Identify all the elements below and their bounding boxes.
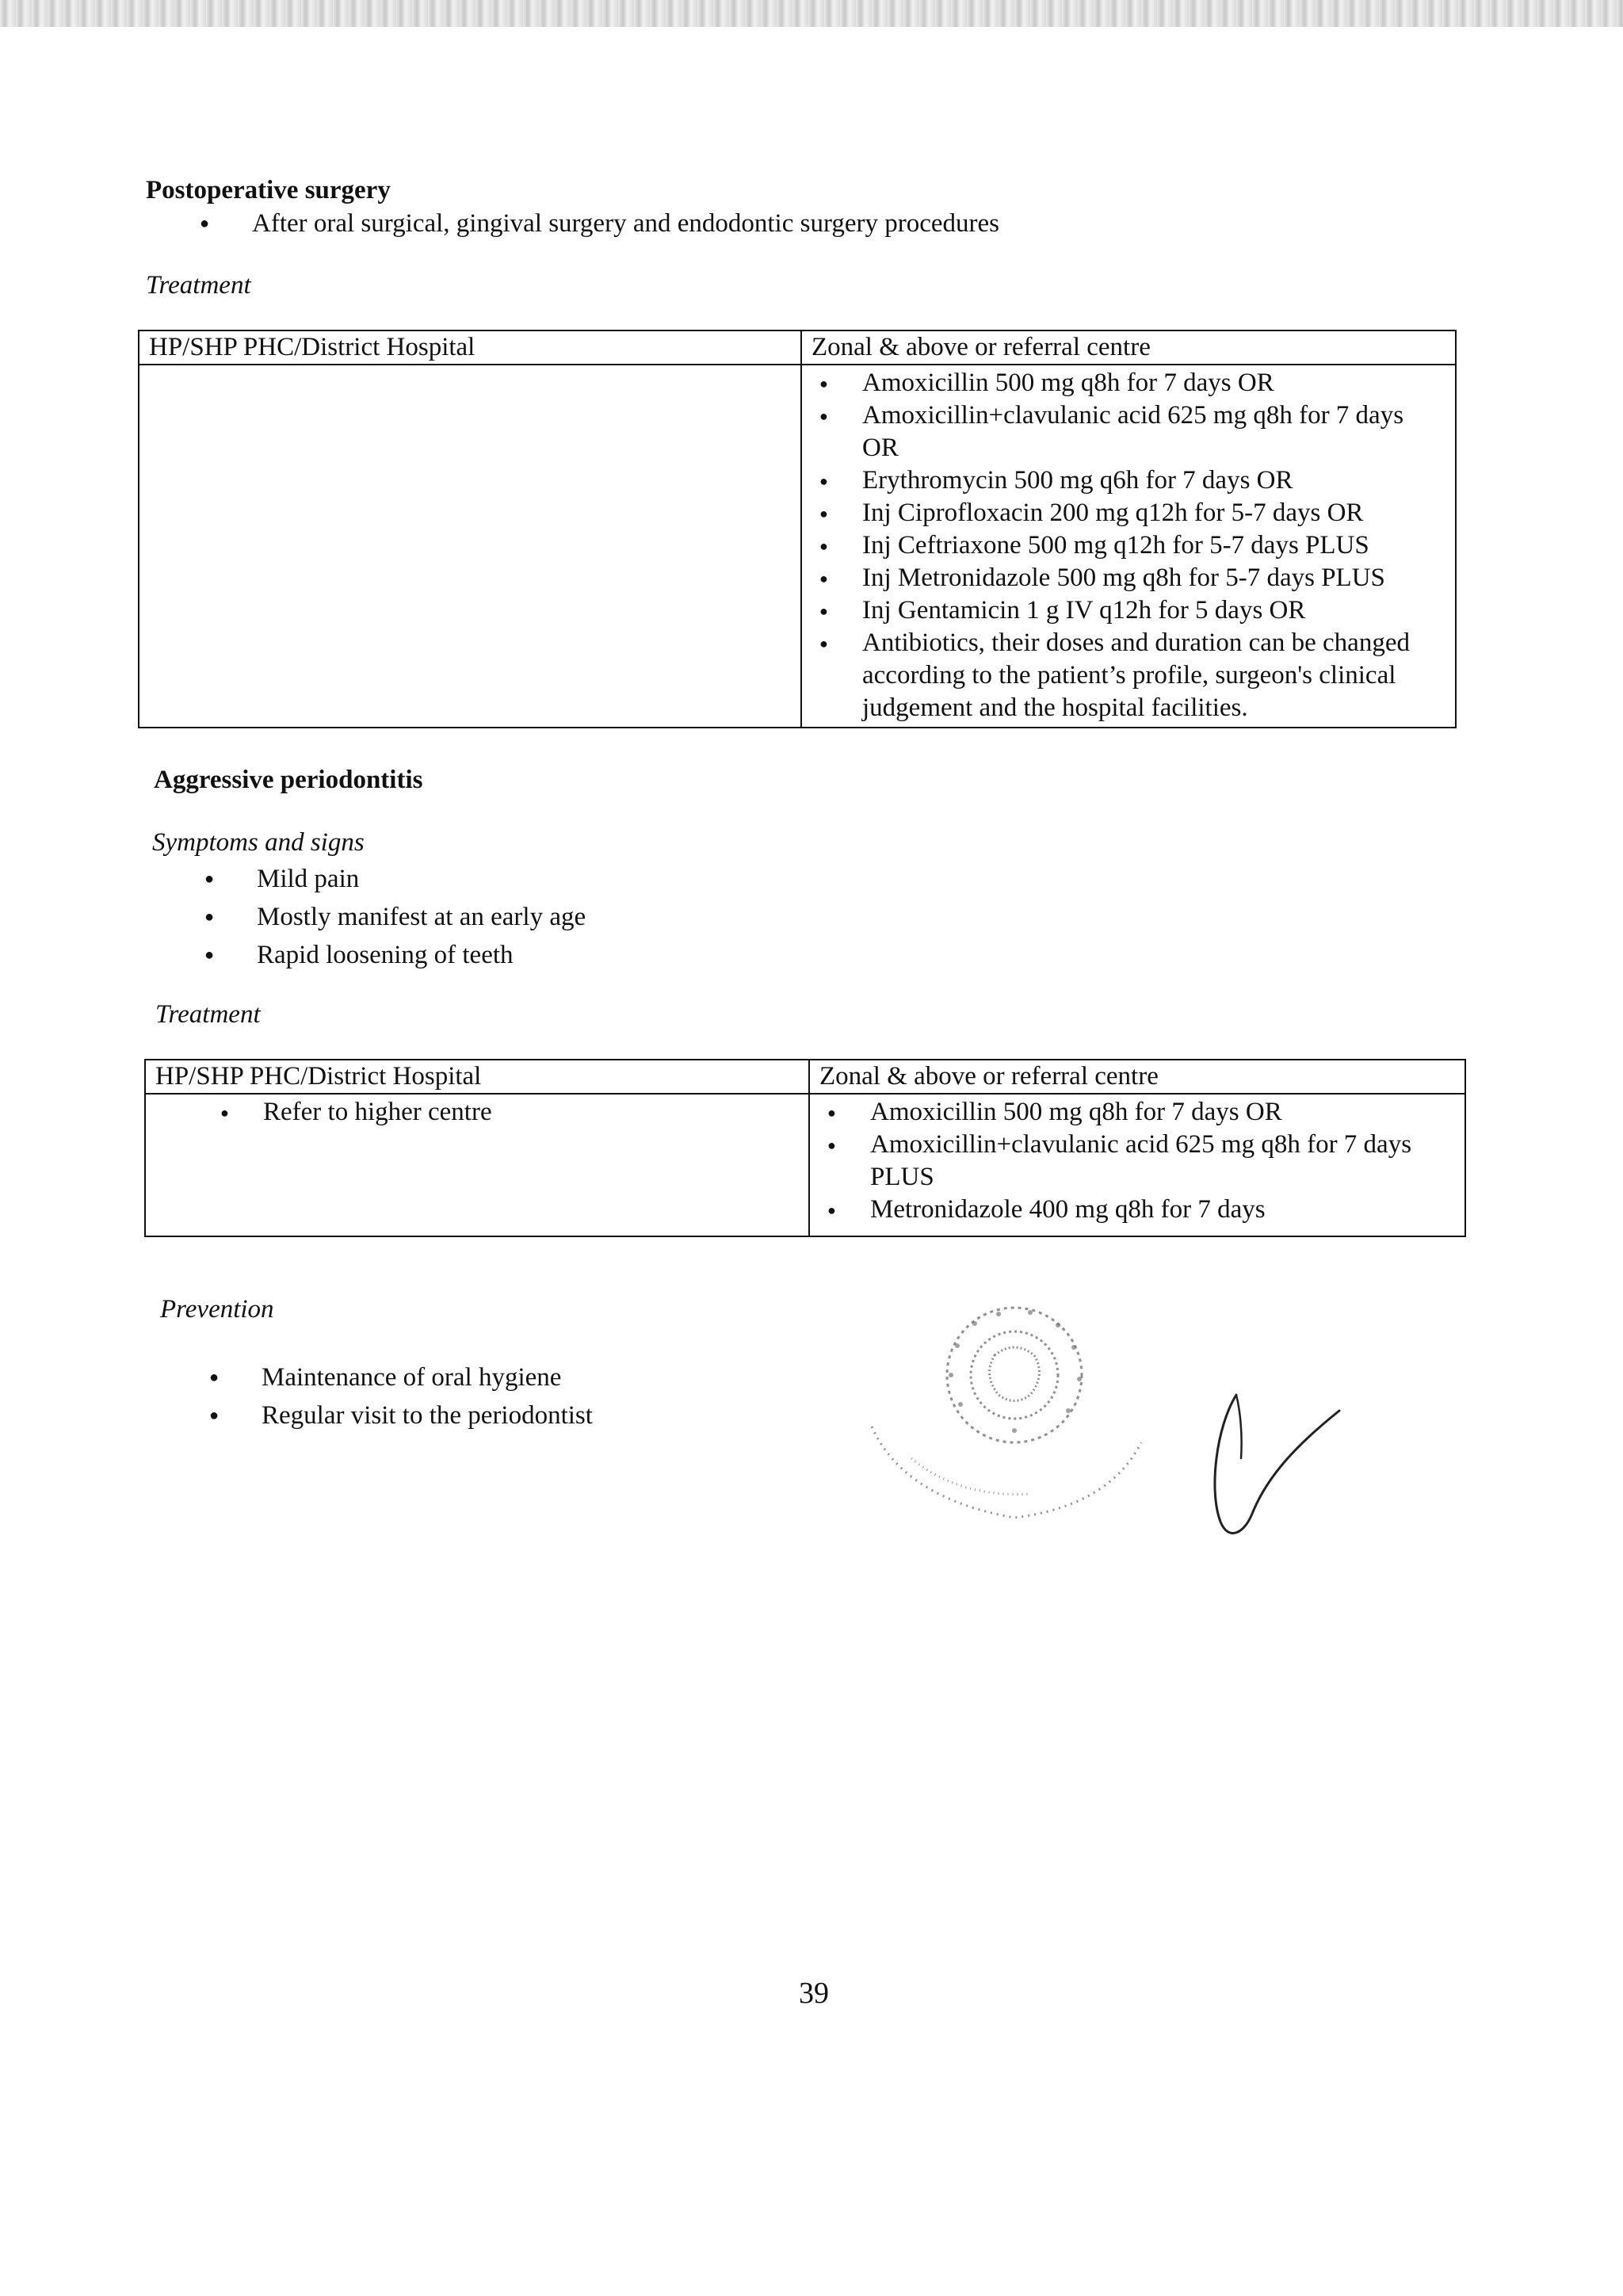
list-item: ● Regular visit to the periodontist — [209, 1396, 922, 1435]
list-item: ● Amoxicillin 500 mg q8h for 7 days OR — [812, 367, 1445, 399]
list-item: ● Amoxicillin 500 mg q8h for 7 days OR — [819, 1096, 1455, 1129]
district-action-list — [212, 1096, 799, 1129]
scan-edge-artifact — [0, 0, 1623, 27]
list-item: ● Maintenance of oral hygiene — [209, 1358, 922, 1396]
table-header-row — [139, 330, 1456, 365]
list-item: ● Inj Metronidazole 500 mg q8h for 5-7 days PLUS — [812, 562, 1445, 594]
symptoms-label: Symptoms and signs — [152, 828, 365, 857]
list-item: ● Inj Ceftriaxone 500 mg q12h for 5-7 days PLUS — [812, 529, 1445, 562]
official-stamp-seal — [856, 1300, 1157, 1561]
prevention-list — [209, 1358, 922, 1435]
column-header-district: HP/SHP PHC/District Hospital — [145, 1060, 809, 1094]
list-item: ● Metronidazole 400 mg q8h for 7 days — [819, 1194, 1455, 1226]
zonal-cell — [801, 365, 1456, 728]
list-item: ● Inj Gentamicin 1 g IV q12h for 5 days OR — [812, 594, 1445, 627]
column-header-district: HP/SHP PHC/District Hospital — [139, 330, 801, 365]
table-row — [145, 1094, 1465, 1236]
symptoms-list — [204, 860, 1155, 974]
column-header-zonal: Zonal & above or referral centre — [801, 330, 1456, 365]
table-row — [139, 365, 1456, 728]
list-item: ● Amoxicillin+clavulanic acid 625 mg q8h for 7 days OR — [812, 399, 1445, 464]
list-item: ● Mild pain — [204, 860, 1155, 898]
district-cell — [145, 1094, 809, 1236]
list-item: ● Rapid loosening of teeth — [204, 936, 1155, 974]
list-item: ● Mostly manifest at an early age — [204, 898, 1155, 936]
handwritten-signature — [1205, 1379, 1347, 1553]
zonal-cell — [809, 1094, 1465, 1236]
treatment-label-1: Treatment — [146, 271, 251, 300]
district-cell — [139, 365, 801, 728]
list-item: ● Refer to higher centre — [212, 1096, 799, 1129]
zonal-drug-list — [812, 367, 1445, 724]
prevention-label: Prevention — [160, 1295, 274, 1324]
list-item: ● Amoxicillin+clavulanic acid 625 mg q8h for 7 days PLUS — [819, 1129, 1455, 1194]
postoperative-bullet-list — [200, 204, 1388, 243]
list-item: ● Erythromycin 500 mg q6h for 7 days OR — [812, 464, 1445, 497]
section-heading-postoperative: Postoperative surgery — [146, 176, 391, 204]
table-header-row — [145, 1060, 1465, 1094]
list-item: ● Antibiotics, their doses and duration can be changed according to the patient’s profile, surgeon's clinical judgement and the hospital facilities. — [812, 627, 1445, 724]
treatment-table-postoperative — [138, 330, 1457, 728]
treatment-table-aggressive-periodontitis — [144, 1059, 1466, 1237]
page-number: 39 — [799, 1977, 829, 2010]
section-heading-aggressive-periodontitis: Aggressive periodontitis — [154, 766, 423, 794]
list-item: ● After oral surgical, gingival surgery and endodontic surgery procedures — [200, 204, 1388, 243]
column-header-zonal: Zonal & above or referral centre — [809, 1060, 1465, 1094]
zonal-drug-list — [819, 1096, 1455, 1226]
treatment-label-2: Treatment — [155, 1000, 261, 1029]
list-item: ● Inj Ciprofloxacin 200 mg q12h for 5-7 days OR — [812, 497, 1445, 529]
